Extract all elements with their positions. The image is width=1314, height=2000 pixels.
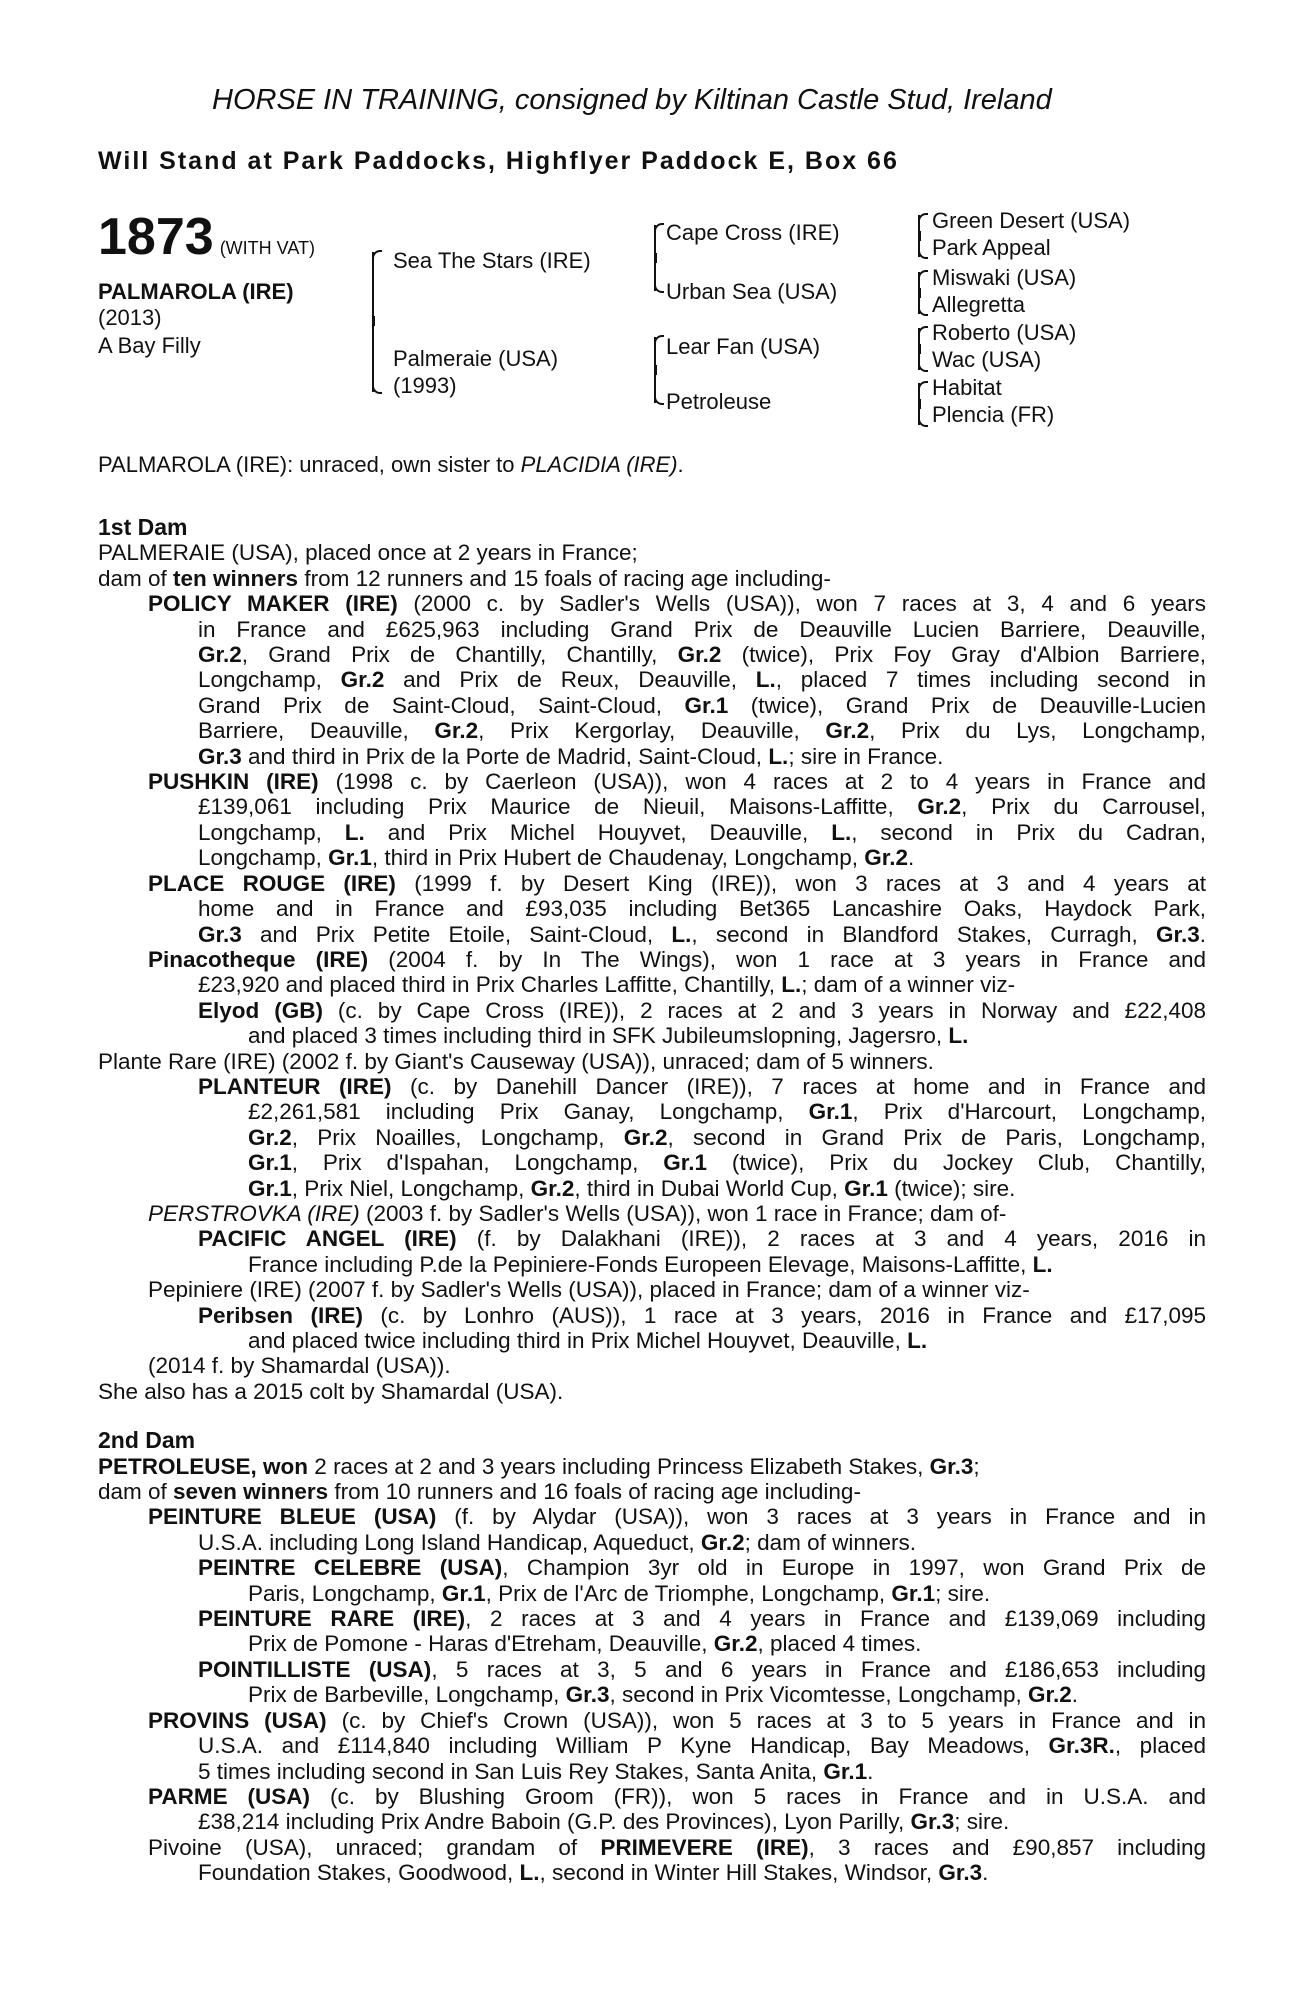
- list-item-cont: home and in France and £93,035 including Bet365 Lancashire Oaks, Haydock Park,: [198, 896, 1206, 922]
- lot-number: 1873: [98, 208, 214, 266]
- sire-dam: Urban Sea (USA): [666, 279, 838, 304]
- list-item-cont: Prix de Pomone - Haras d'Etreham, Deauville, Gr.2, placed 4 times.: [248, 1631, 922, 1657]
- list-item: PEINTRE CELEBRE (USA), Champion 3yr old in Europe in 1997, won Grand Prix de: [198, 1555, 1206, 1581]
- list-item: PERSTROVKA (IRE) (2003 f. by Sadler's Wells (USA)), won 1 race in France; dam of-: [148, 1200, 1007, 1226]
- sdd: Allegretta: [932, 292, 1025, 317]
- list-item: PUSHKIN (IRE) (1998 c. by Caerleon (USA)), won 4 races at 2 to 4 years in France and: [148, 769, 1206, 795]
- dam-sire: Lear Fan (USA): [666, 334, 821, 359]
- family-text: [98, 503, 1206, 1886]
- sire-sire: Cape Cross (IRE): [666, 220, 840, 245]
- dds: Habitat: [932, 375, 1002, 400]
- dam-dam: Petroleuse: [666, 389, 772, 414]
- brace-sd: [918, 272, 920, 314]
- second-dam-heading: 2nd Dam: [98, 1427, 196, 1454]
- list-item: POLICY MAKER (IRE) (2000 c. by Sadler's Wells (USA)), won 7 races at 3, 4 and 6 years: [148, 591, 1206, 617]
- first-dam-heading: 1st Dam: [98, 514, 188, 540]
- list-item: PEINTURE BLEUE (USA) (f. by Alydar (USA)), won 3 races at 3 years in France and in: [148, 1504, 1206, 1530]
- lot-number-block: [98, 207, 315, 267]
- dam-line: PALMERAIE (USA), placed once at 2 years in France;: [98, 540, 638, 566]
- list-item-cont: 5 times including second in San Luis Rey Stakes, Santa Anita, Gr.1.: [198, 1758, 874, 1784]
- brace-dd: [918, 383, 920, 425]
- list-item-cont: Gr.1, Prix Niel, Longchamp, Gr.2, third in Dubai World Cup, Gr.1 (twice); sire.: [248, 1175, 1016, 1201]
- list-item-cont: Gr.1, Prix d'Ispahan, Longchamp, Gr.1 (twice), Prix du Jockey Club, Chantilly,: [248, 1150, 1206, 1176]
- ssd: Park Appeal: [932, 235, 1051, 260]
- list-item: She also has a 2015 colt by Shamardal (USA).: [98, 1378, 564, 1404]
- list-item-cont: Gr.2, Grand Prix de Chantilly, Chantilly, Gr.2 (twice), Prix Foy Gray d'Albion Barriere,: [198, 642, 1206, 668]
- list-item: Peribsen (IRE) (c. by Lonhro (AUS)), 1 race at 3 years, 2016 in France and £17,095: [198, 1302, 1206, 1328]
- dam-line: PETROLEUSE, won 2 races at 2 and 3 years including Princess Elizabeth Stakes, Gr.3;: [98, 1453, 980, 1479]
- ddd: Plencia (FR): [932, 402, 1055, 427]
- brace-dam: [654, 337, 656, 403]
- sire: Sea The Stars (IRE): [393, 248, 591, 273]
- list-item: PEINTURE RARE (IRE), 2 races at 3 and 4 years in France and £139,069 including: [198, 1606, 1206, 1632]
- dam-year: (1993): [393, 373, 457, 398]
- horse-name: PALMAROLA (IRE): [98, 279, 294, 304]
- list-item: Elyod (GB) (c. by Cape Cross (IRE)), 2 races at 2 and 3 years in Norway and £22,408: [198, 997, 1207, 1023]
- brace-gen1: [372, 252, 374, 392]
- dam-produce: dam of ten winners from 12 runners and 15 foals of racing age including-: [98, 565, 831, 591]
- list-item: PACIFIC ANGEL (IRE) (f. by Dalakhani (IRE)), 2 races at 3 and 4 years, 2016 in: [198, 1226, 1206, 1252]
- dss: Roberto (USA): [932, 320, 1077, 345]
- list-item-cont: £139,061 including Prix Maurice de Nieuil, Maisons-Laffitte, Gr.2, Prix du Carrousel,: [198, 794, 1206, 820]
- stand-location: Will Stand at Park Paddocks, Highflyer Paddock E, Box 66: [98, 147, 899, 175]
- list-item-cont: Gr.3 and third in Prix de la Porte de Madrid, Saint-Cloud, L.; sire in France.: [198, 743, 944, 769]
- list-item-cont: £23,920 and placed third in Prix Charles Laffitte, Chantilly, L.; dam of a winner viz-: [198, 972, 1016, 998]
- list-item: PARME (USA) (c. by Blushing Groom (FR)), won 5 races in France and in U.S.A. and: [148, 1783, 1207, 1809]
- list-item: Pivoine (USA), unraced; grandam of PRIMEVERE (IRE), 3 races and £90,857 including: [148, 1834, 1207, 1860]
- list-item-cont: and placed 3 times including third in SFK Jubileumslopning, Jagersro, L.: [248, 1023, 969, 1049]
- list-item: Pepiniere (IRE) (2007 f. by Sadler's Wells (USA)), placed in France; dam of a winner viz-: [148, 1277, 1030, 1303]
- vat-note: (WITH VAT): [219, 238, 315, 258]
- list-item-cont: £2,261,581 including Prix Ganay, Longchamp, Gr.1, Prix d'Harcourt, Longchamp,: [248, 1099, 1206, 1125]
- list-item-cont: Gr.2, Prix Noailles, Longchamp, Gr.2, second in Grand Prix de Paris, Longchamp,: [248, 1124, 1206, 1150]
- list-item-cont: Longchamp, Gr.1, third in Prix Hubert de Chaudenay, Longchamp, Gr.2.: [198, 845, 915, 871]
- dam-produce: dam of seven winners from 10 runners and 16 foals of racing age including-: [98, 1479, 861, 1505]
- dam: Palmeraie (USA): [393, 346, 559, 371]
- list-item-cont: U.S.A. and £114,840 including William P Kyne Handicap, Bay Meadows, Gr.3R., placed: [198, 1733, 1206, 1759]
- list-item-cont: U.S.A. including Long Island Handicap, Aqueduct, Gr.2; dam of winners.: [198, 1529, 916, 1555]
- list-item-cont: Prix de Barbeville, Longchamp, Gr.3, second in Prix Vicomtesse, Longchamp, Gr.2.: [248, 1682, 1079, 1708]
- list-item: (2014 f. by Shamardal (USA)).: [148, 1353, 451, 1379]
- list-item: PROVINS (USA) (c. by Chief's Crown (USA)), won 5 races at 3 to 5 years in France and in: [148, 1707, 1207, 1733]
- list-item-cont: Barriere, Deauville, Gr.2, Prix Kergorlay, Deauville, Gr.2, Prix du Lys, Longchamp,: [198, 718, 1206, 744]
- list-item: POINTILLISTE (USA), 5 races at 3, 5 and 6 years in France and £186,653 including: [198, 1656, 1207, 1682]
- list-item-cont: Longchamp, Gr.2 and Prix de Reux, Deauville, L., placed 7 times including second in: [198, 667, 1206, 693]
- brace-sire: [654, 225, 656, 291]
- summary: PALMAROLA (IRE): unraced, own sister to PLACIDIA (IRE).: [98, 452, 684, 477]
- list-item: PLACE ROUGE (IRE) (1999 f. by Desert King (IRE)), won 3 races at 3 and 4 years at: [148, 870, 1206, 896]
- list-item-cont: in France and £625,963 including Grand Prix de Deauville Lucien Barriere, Deauville,: [198, 616, 1206, 642]
- list-item: Plante Rare (IRE) (2002 f. by Giant's Causeway (USA)), unraced; dam of 5 winners.: [98, 1048, 934, 1074]
- list-item-cont: Longchamp, L. and Prix Michel Houyvet, Deauville, L., second in Prix du Cadran,: [198, 819, 1206, 845]
- list-item-cont: Paris, Longchamp, Gr.1, Prix de l'Arc de Triomphe, Longchamp, Gr.1; sire.: [248, 1580, 991, 1606]
- sds: Miswaki (USA): [932, 265, 1077, 290]
- list-item-cont: Grand Prix de Saint-Cloud, Saint-Cloud, Gr.1 (twice), Grand Prix de Deauville-Lucien: [198, 692, 1206, 718]
- list-item-cont: £38,214 including Prix Andre Baboin (G.P. des Provinces), Lyon Parilly, Gr.3; sire.: [198, 1809, 1010, 1835]
- list-item-cont: Gr.3 and Prix Petite Etoile, Saint-Cloud, L., second in Blandford Stakes, Curragh, Gr.3.: [198, 921, 1207, 947]
- list-item: PLANTEUR (IRE) (c. by Danehill Dancer (IRE)), 7 races at home and in France and: [198, 1073, 1206, 1099]
- list-item-cont: Foundation Stakes, Goodwood, L., second in Winter Hill Stakes, Windsor, Gr.3.: [198, 1860, 989, 1886]
- list-item-cont: France including P.de la Pepiniere-Fonds Europeen Elevage, Maisons-Laffitte, L.: [248, 1251, 1053, 1277]
- list-item: Pinacotheque (IRE) (2004 f. by In The Wings), won 1 race at 3 years in France and: [148, 946, 1206, 972]
- brace-ds: [918, 328, 920, 370]
- brace-ss: [918, 215, 920, 257]
- horse-year: (2013): [98, 305, 162, 330]
- sss: Green Desert (USA): [932, 208, 1131, 233]
- page-title: HORSE IN TRAINING, consigned by Kiltinan Castle Stud, Ireland: [212, 84, 1052, 116]
- horse-desc: A Bay Filly: [98, 333, 201, 358]
- dsd: Wac (USA): [932, 347, 1042, 372]
- list-item-cont: and placed twice including third in Prix Michel Houyvet, Deauville, L.: [248, 1328, 928, 1353]
